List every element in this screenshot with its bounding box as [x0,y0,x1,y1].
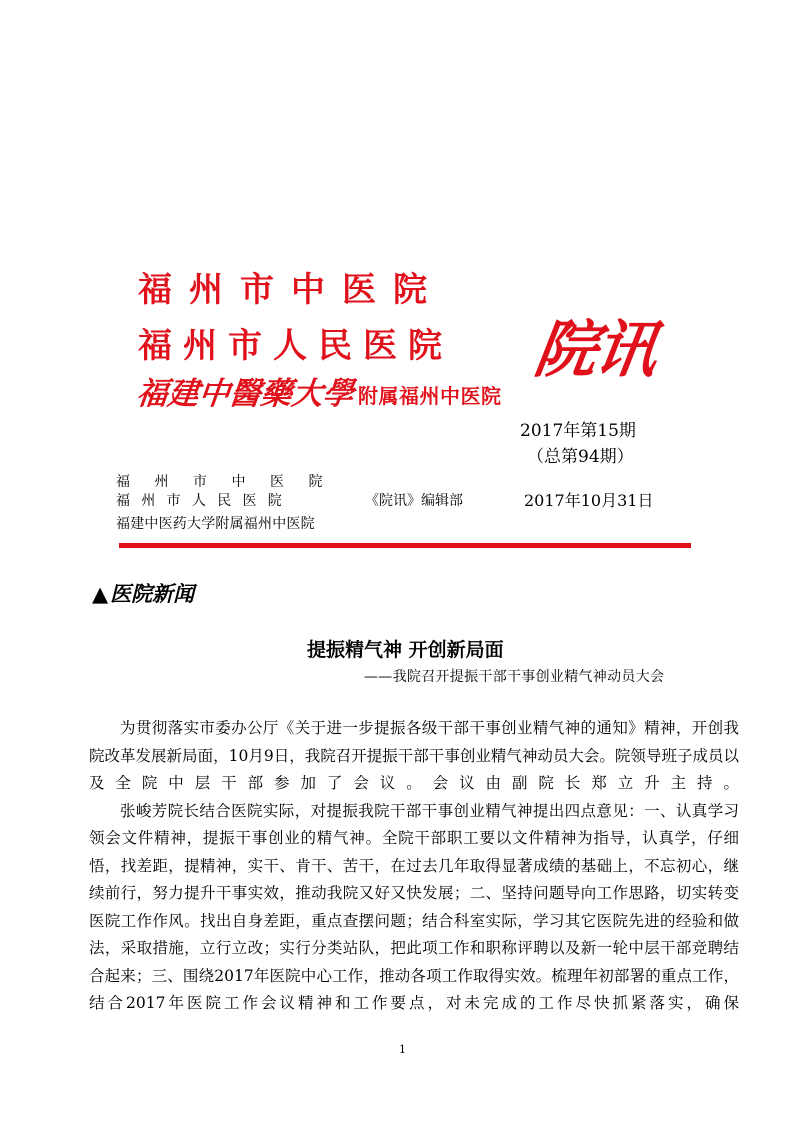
section-title: 医院新闻 [110,582,195,606]
section-heading [92,578,194,608]
triangle-up-icon: ▲ [92,582,109,606]
article-body [89,715,739,1018]
issue-number: 2017年第15期 [520,421,636,441]
masthead-hospital-line-1: 福州市中医院 [138,270,444,310]
publication-date: 2017年10月31日 [524,491,654,510]
article-subtitle: ——我院召开提振干部干事创业精气神动员大会 [364,669,665,685]
masthead-divider [119,543,691,548]
editorial-department: 《院讯》编辑部 [365,493,463,509]
issue-total-number: （总第94期） [527,447,634,467]
publisher-line-2: 福州市人民医院 [116,493,294,509]
article-title: 提振精气神 开创新局面 [307,639,504,661]
article-paragraph: 张峻芳院长结合医院实际，对提振我院干部干事创业精气神提出四点意见：一、认真学习领会文件精神，提振干事创业的精气神。全院干部职工要以文件精神为指导，认真学，仔细悟，找差距，提精神，实干、肯干、苦干，在过去几年取得显著成绩的基础上，不忘初心，继续前行，努力提升干事实效，推动我院又好又快发展；二、坚持问题导向工作思路，切实转变医院工作作风。找出自身差距，重点查摆问题；结合科室实际，学习其它医院先进的经验和做法，采取措施，立行立改；实行分类站队，把此项工作和职称评聘以及新一轮中层干部竞聘结合起来；三、围绕2017年医院中心工作，推动各项工作取得实效。梳理年初部署的重点工作，结合2017年医院工作会议精神和工作要点，对未完成的工作尽快抓紧落实，确保 [89,801,739,1012]
publisher-line-1: 福州市中医院 [116,474,347,490]
article-paragraph: 为贯彻落实市委办公厅《关于进一步提振各级干部干事创业精气神的通知》精神，开创我院改革发展新局面，10月9日，我院召开提振干部干事创业精气神动员大会。院领导班子成员以及全院中层干部参加了会议。会议由副院长郑立升主持。 [89,719,739,792]
masthead-title: 院讯 [530,313,661,386]
page-number: 1 [399,1043,406,1056]
publisher-line-3: 福建中医药大学附属福州中医院 [116,516,315,532]
masthead-affiliate-name: 附属福州中医院 [358,384,502,408]
masthead-university-calligraphy: 福建中醫藥大學 [134,376,356,412]
masthead-hospital-line-2: 福州市人民医院 [138,326,453,366]
